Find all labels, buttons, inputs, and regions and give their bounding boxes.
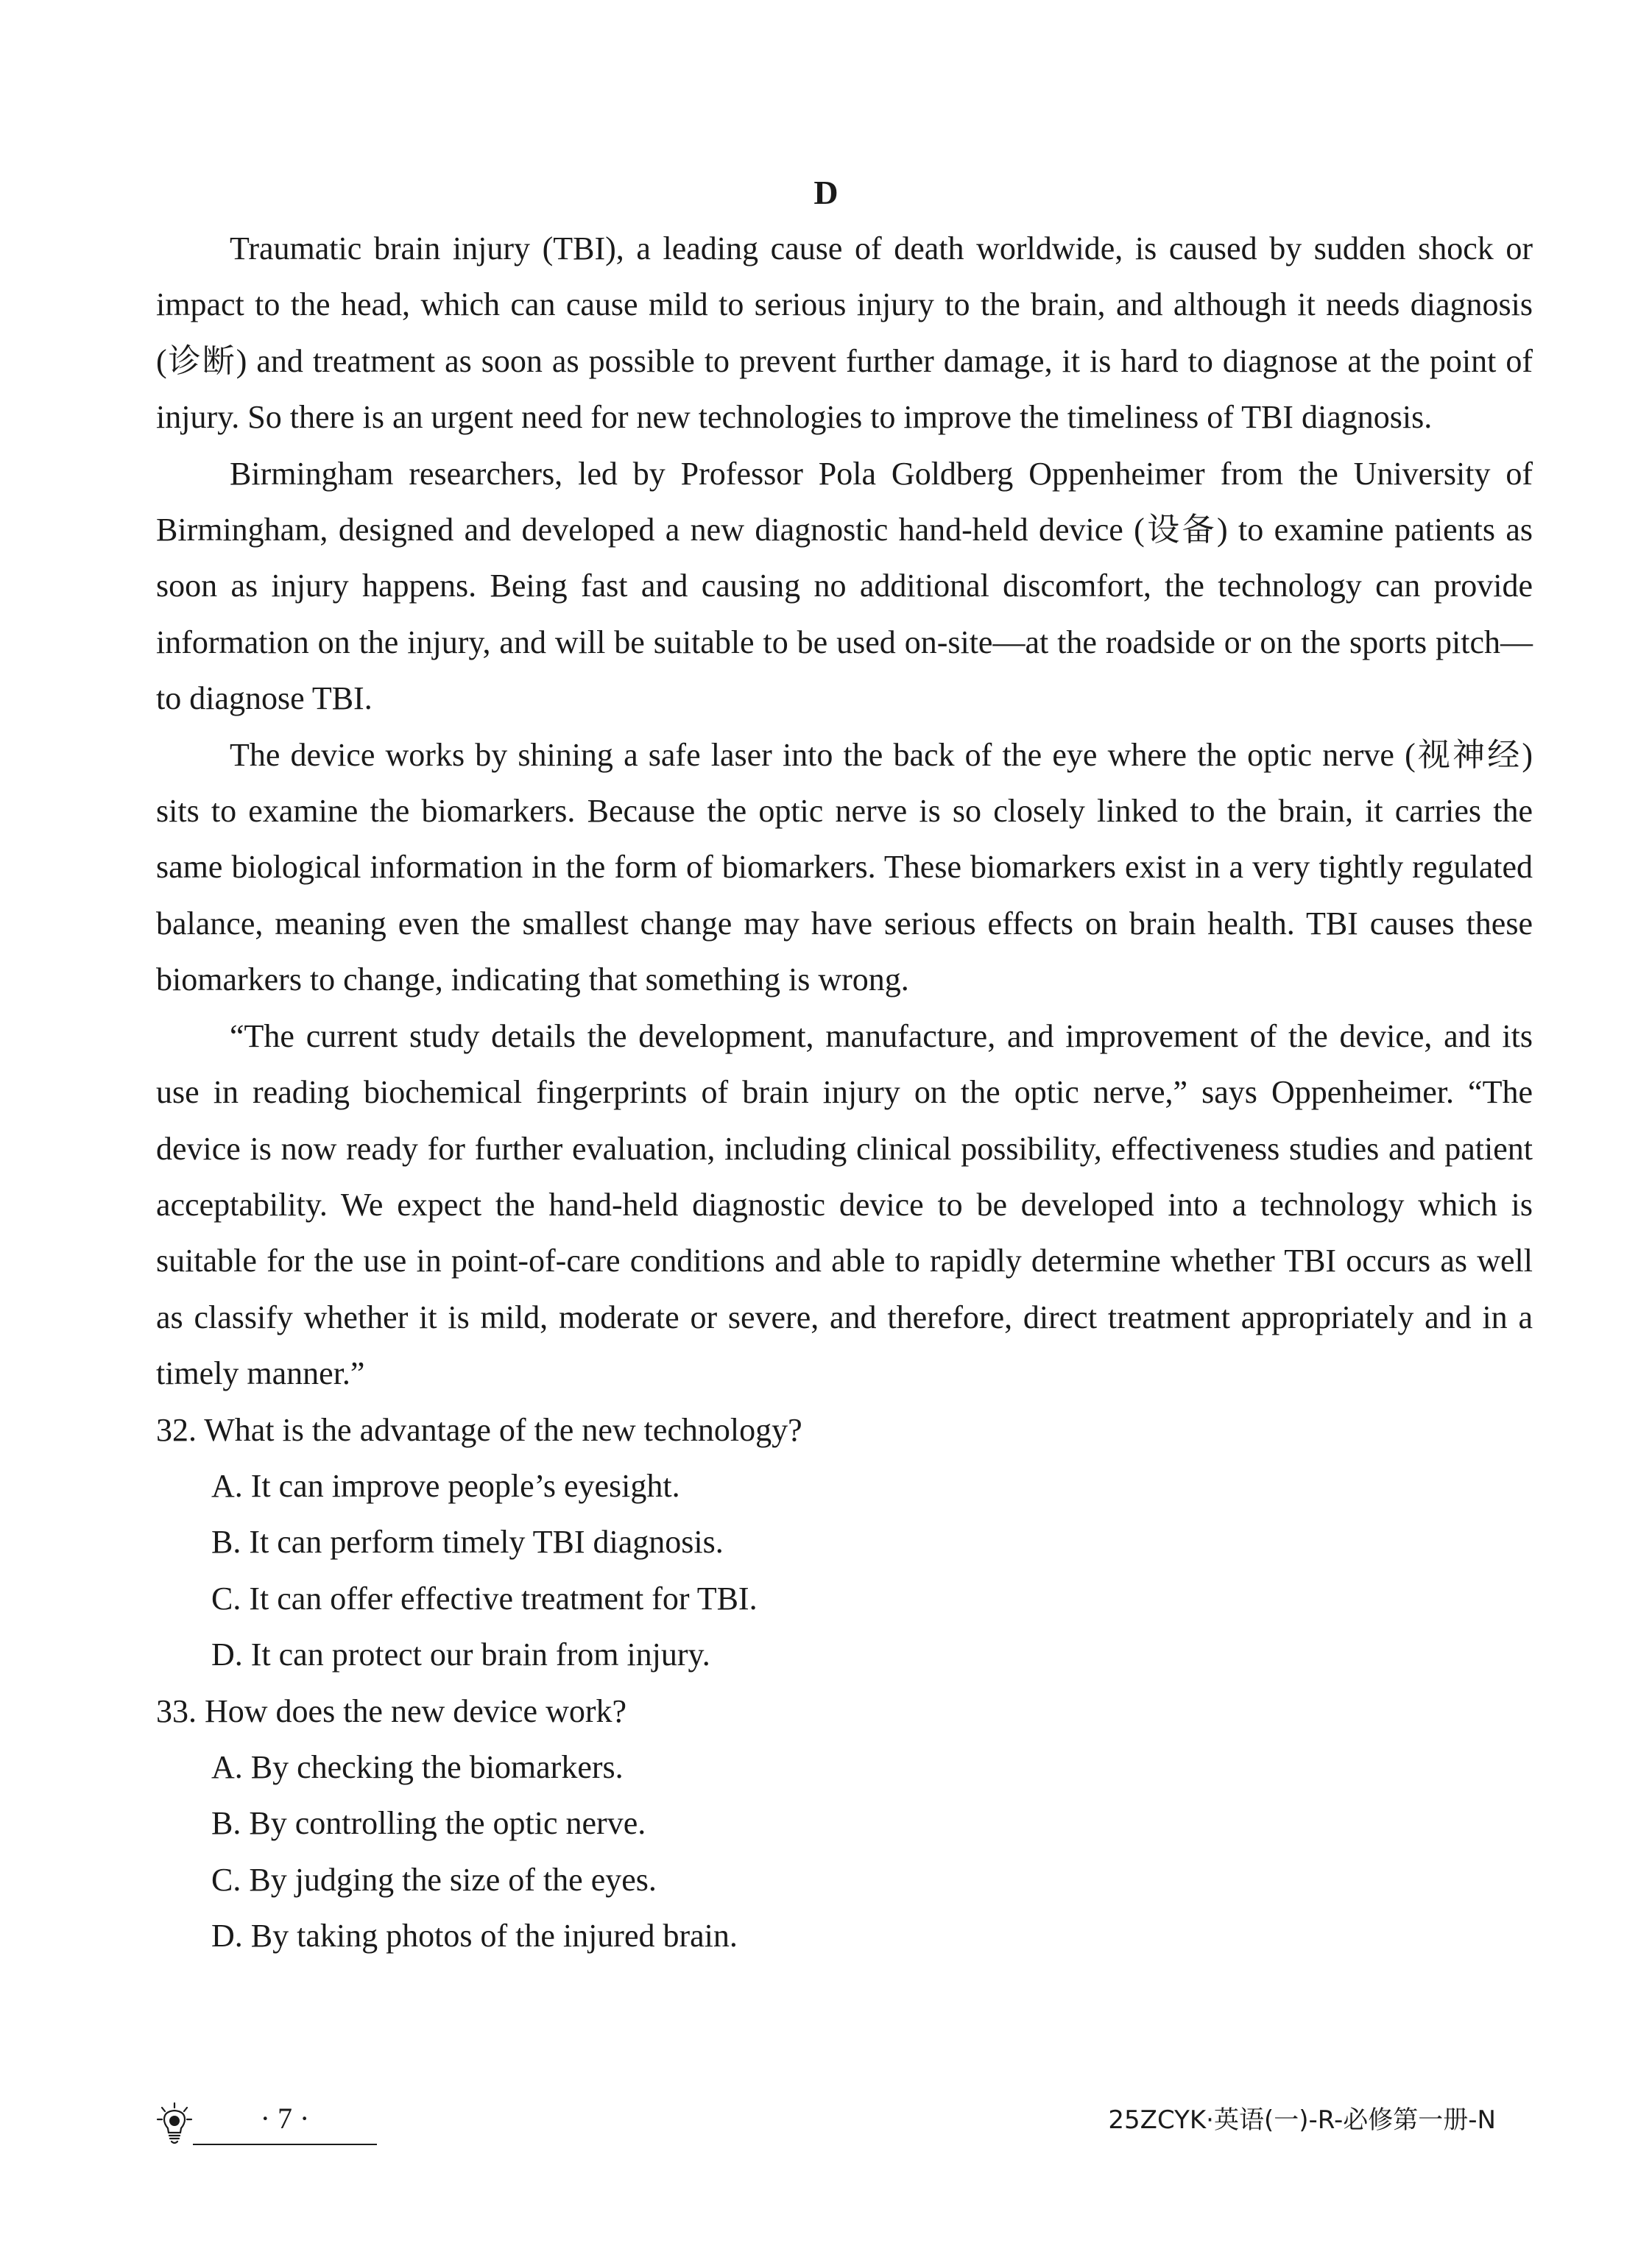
option-b: B. It can perform timely TBI diagnosis.	[211, 1524, 724, 1561]
option-b: B. By controlling the optic nerve.	[211, 1805, 646, 1842]
passage-paragraph: Traumatic brain injury (TBI), a leading cause of death worldwide, is caused by sudden shock or impact to the head, which can cause mild to serious injury to the brain, and although it needs diagnosis (诊断) and treatment as soon as possible to prevent further damage, it is hard to diagnose at the point of injury. So there is an urgent need for new technologies to improve the timeliness of TBI diagnosis.	[156, 230, 1533, 436]
option-a: A. It can improve people’s eyesight.	[211, 1467, 680, 1504]
passage-paragraph: Birmingham researchers, led by Professor Pola Goldberg Oppenheimer from the University of Birmingham, designed and developed a new diagnostic hand-held device (设备) to examine patients as soon as injury happens. Being fast and causing no additional discomfort, the technology can provide information on the injury, and will be suitable to be used on-site—at the roadside or on the sports pitch—to diagnose TBI.	[156, 455, 1533, 717]
option-a: A. By checking the biomarkers.	[211, 1748, 624, 1785]
footer-book-code: 25ZCYK·英语(一)-R-必修第一册-N	[1108, 2105, 1496, 2135]
question-stem: 32. What is the advantage of the new technology?	[156, 1411, 802, 1448]
question-32	[156, 1402, 1533, 1684]
question-33	[156, 1684, 1533, 1965]
passage-paragraph: “The current study details the development, manufacture, and improvement of the device, and its use in reading biochemical fingerprints of brain injury on the optic nerve,” says Oppenheimer. “The device is now ready for further evaluation, including clinical possibility, effectiveness studies and patient acceptability. We expect the hand-held diagnostic device to be developed into a technology which is suitable for the use in point-of-care conditions and able to rapidly determine whether TBI occurs as well as classify whether it is mild, moderate or severe, and therefore, direct treatment appropriately and in a timely manner.”	[156, 1017, 1533, 1392]
option-d: D. It can protect our brain from injury.	[211, 1636, 710, 1673]
lightbulb-icon	[156, 2102, 193, 2147]
question-stem: 33. How does the new device work?	[156, 1692, 627, 1729]
option-d: D. By taking photos of the injured brain.	[211, 1918, 738, 1954]
passage-paragraph: The device works by shining a safe laser into the back of the eye where the optic nerve (视神经) sits to examine the biomarkers. Because the optic nerve is so closely linked to the brain, it carries the same biological information in the form of biomarkers. These biomarkers exist in a very tightly regulated balance, meaning even the smallest change may have serious effects on brain health. TBI causes these biomarkers to change, indicating that something is wrong.	[156, 736, 1533, 998]
option-c: C. By judging the size of the eyes.	[211, 1861, 657, 1898]
page-number: · 7 ·	[260, 2102, 310, 2135]
option-c: C. It can offer effective treatment for TBI.	[211, 1580, 758, 1617]
footer-divider	[193, 2144, 377, 2145]
reading-passage	[156, 221, 1533, 1965]
section-title: D	[813, 174, 839, 211]
